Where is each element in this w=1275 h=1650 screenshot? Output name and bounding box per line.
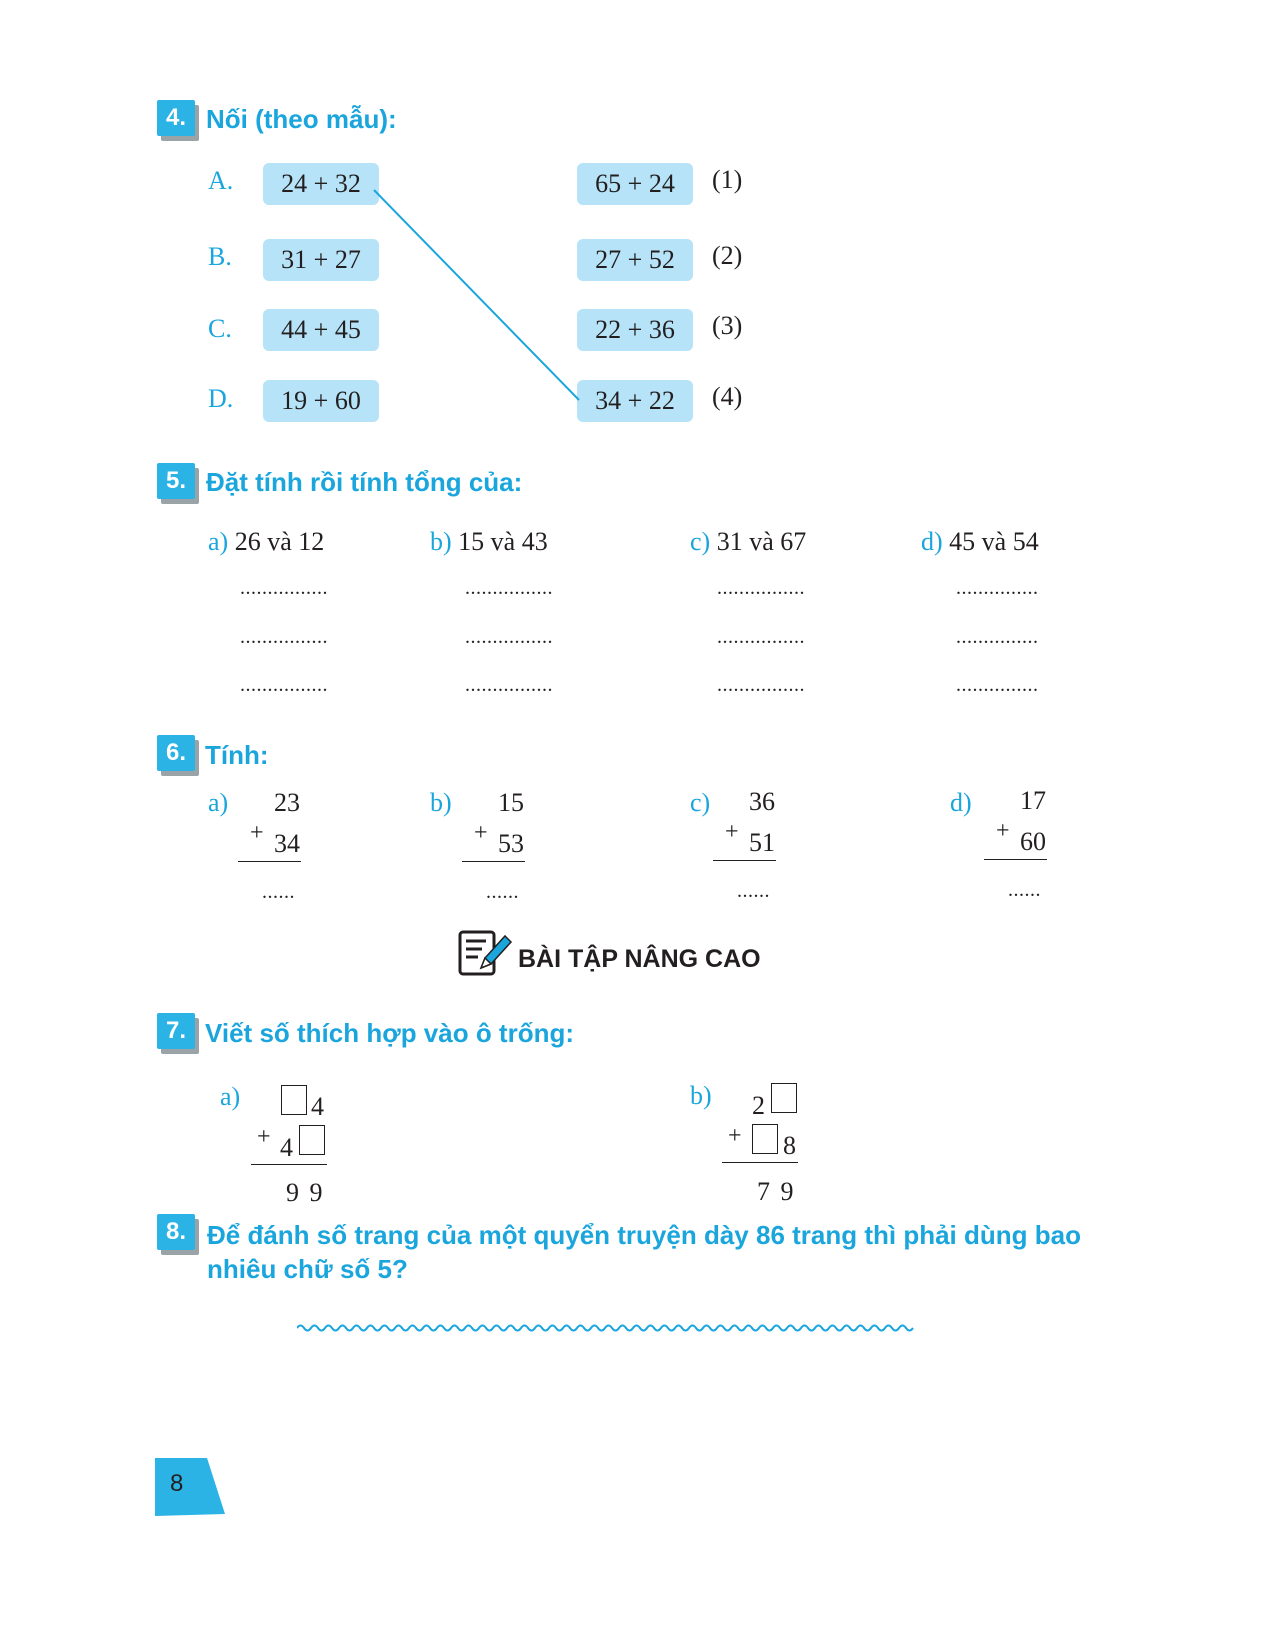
sum-rule: [722, 1162, 798, 1163]
plus-sign: +: [257, 1124, 271, 1150]
calc-label-c: c): [690, 788, 711, 817]
answer-line[interactable]: ...............: [956, 674, 1039, 696]
notebook-pencil-icon: [457, 928, 513, 978]
question-8-line-2: nhiêu chữ số 5?: [207, 1254, 408, 1284]
question-4-badge: 4.: [157, 100, 195, 136]
question-5-badge: 5.: [157, 463, 195, 499]
calc-bottom-d: 60: [1020, 827, 1046, 856]
answer-line[interactable]: ................: [465, 674, 553, 696]
question-6-title: Tính:: [205, 740, 269, 770]
wavy-divider: [297, 1320, 917, 1336]
result-blank-b[interactable]: ......: [486, 881, 519, 903]
fill-label-b: b): [690, 1081, 712, 1110]
result-blank-a[interactable]: ......: [262, 881, 295, 903]
plus-sign: +: [728, 1123, 742, 1149]
calc-label-d: d): [950, 788, 972, 817]
result-blank-d[interactable]: ......: [1008, 879, 1041, 901]
sum-rule: [462, 861, 525, 862]
question-6-badge: 6.: [157, 735, 195, 771]
calc-label-a: a): [208, 788, 229, 817]
match-letter-a: A.: [208, 166, 234, 195]
sum-rule: [713, 860, 776, 861]
question-8-line-1: Để đánh số trang của một quyển truyện dày 86 trang thì phải dùng bao: [207, 1220, 1081, 1250]
question-4-title: Nối (theo mẫu):: [206, 104, 397, 134]
answer-line[interactable]: ...............: [956, 577, 1039, 599]
calc-bottom-c: 51: [749, 828, 775, 857]
sum-item-c: c) 31 và 67: [690, 527, 807, 556]
digit-bottom-a: 4: [280, 1133, 293, 1162]
left-expression-a[interactable]: 24 + 32: [263, 163, 379, 205]
sum-rule: [251, 1164, 327, 1165]
calc-top-d: 17: [1020, 786, 1046, 815]
left-expression-b[interactable]: 31 + 27: [263, 239, 379, 281]
blank-box[interactable]: [299, 1125, 325, 1155]
right-index-3: (3): [712, 311, 743, 340]
result-b: 7 9: [757, 1177, 796, 1206]
plus-sign: +: [250, 820, 264, 846]
plus-sign: +: [996, 818, 1010, 844]
blank-box[interactable]: [281, 1085, 307, 1115]
sum-rule: [238, 861, 301, 862]
page-number: 8: [170, 1470, 184, 1497]
blank-box[interactable]: [752, 1124, 778, 1154]
result-a: 9 9: [286, 1178, 325, 1207]
answer-line[interactable]: ................: [465, 577, 553, 599]
match-letter-d: D.: [208, 384, 234, 413]
match-letter-b: B.: [208, 242, 232, 271]
question-5-title: Đặt tính rồi tính tổng của:: [206, 467, 523, 497]
calc-label-b: b): [430, 788, 452, 817]
right-index-2: (2): [712, 241, 743, 270]
match-letter-c: C.: [208, 314, 232, 343]
sum-item-b: b) 15 và 43: [430, 527, 548, 556]
left-expression-c[interactable]: 44 + 45: [263, 309, 379, 351]
answer-line[interactable]: ................: [465, 626, 553, 648]
calc-top-a: 23: [274, 788, 300, 817]
answer-line[interactable]: ................: [717, 674, 805, 696]
result-blank-c[interactable]: ......: [737, 880, 770, 902]
right-index-4: (4): [712, 382, 743, 411]
digit-top-b: 2: [752, 1091, 765, 1120]
question-7-title: Viết số thích hợp vào ô trống:: [205, 1018, 575, 1048]
answer-line[interactable]: ................: [717, 577, 805, 599]
calc-top-b: 15: [498, 788, 524, 817]
sum-rule: [984, 859, 1047, 860]
calc-top-c: 36: [749, 787, 775, 816]
right-expression-1[interactable]: 65 + 24: [577, 163, 693, 205]
plus-sign: +: [474, 820, 488, 846]
digit-top-a: 4: [311, 1092, 324, 1121]
plus-sign: +: [725, 819, 739, 845]
digit-bottom-b: 8: [783, 1131, 796, 1160]
page-number-tab: [155, 1458, 227, 1518]
calc-bottom-b: 53: [498, 829, 524, 858]
advanced-section-title: BÀI TẬP NÂNG CAO: [518, 945, 761, 973]
calc-bottom-a: 34: [274, 829, 300, 858]
sum-item-a: a) 26 và 12: [208, 527, 325, 556]
answer-line[interactable]: ................: [240, 577, 328, 599]
right-expression-2[interactable]: 27 + 52: [577, 239, 693, 281]
left-expression-d[interactable]: 19 + 60: [263, 380, 379, 422]
sum-item-d: d) 45 và 54: [921, 527, 1039, 556]
fill-label-a: a): [220, 1082, 241, 1111]
right-index-1: (1): [712, 165, 743, 194]
question-7-badge: 7.: [157, 1013, 195, 1049]
right-expression-4[interactable]: 34 + 22: [577, 380, 693, 422]
answer-line[interactable]: ................: [717, 626, 805, 648]
answer-line[interactable]: ................: [240, 674, 328, 696]
answer-line[interactable]: ...............: [956, 626, 1039, 648]
answer-line[interactable]: ................: [240, 626, 328, 648]
question-8-badge: 8.: [157, 1214, 195, 1250]
blank-box[interactable]: [771, 1083, 797, 1113]
right-expression-3[interactable]: 22 + 36: [577, 309, 693, 351]
